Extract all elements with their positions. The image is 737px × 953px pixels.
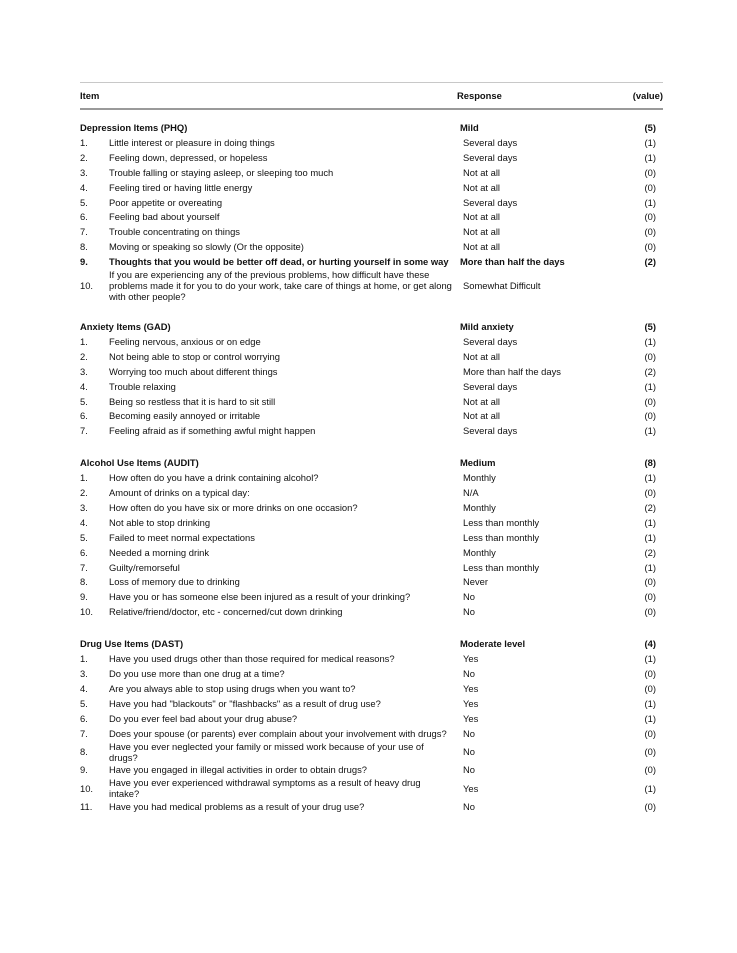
item-response: Never xyxy=(463,576,489,588)
item-question: Have you ever experienced withdrawal symptoms as a result of heavy drug intake? xyxy=(109,777,421,800)
section-result: Mild xyxy=(460,122,479,133)
item-number: 5. xyxy=(80,196,88,208)
item-response: Not at all xyxy=(463,181,500,193)
item-response: Yes xyxy=(463,697,479,709)
item-question: Relative/friend/doctor, etc - concerned/cut down drinking xyxy=(109,606,343,618)
item-number: 11. xyxy=(80,801,93,813)
item-number: 6. xyxy=(80,410,88,422)
item-value: (0) xyxy=(644,166,656,178)
item-number: 5. xyxy=(80,531,88,543)
table-row xyxy=(80,135,663,150)
item-value: (1) xyxy=(644,196,656,208)
item-response: Yes xyxy=(463,682,479,694)
table-row xyxy=(80,515,663,530)
item-question: Moving or speaking so slowly (Or the opposite) xyxy=(109,241,304,253)
item-number: 3. xyxy=(80,667,88,679)
item-number: 7. xyxy=(80,226,88,238)
section-result: Medium xyxy=(460,457,496,469)
item-value: (0) xyxy=(644,226,656,238)
item-number: 2. xyxy=(80,350,88,362)
item-number: 5. xyxy=(80,697,88,709)
item-value: (2) xyxy=(644,501,656,513)
item-question: Feeling tired or having little energy xyxy=(109,181,253,193)
item-value: (1) xyxy=(644,712,656,724)
section-title: Alcohol Use Items (AUDIT) xyxy=(80,457,199,469)
table-row xyxy=(80,574,663,589)
item-question: Feeling down, depressed, or hopeless xyxy=(109,151,268,163)
item-response: Less than monthly xyxy=(463,516,540,528)
item-question: Have you or has someone else been injured as a result of your drinking? xyxy=(109,591,411,603)
item-number: 1. xyxy=(80,335,88,347)
table-row xyxy=(80,470,663,485)
item-response: Yes xyxy=(463,653,479,665)
item-response: No xyxy=(463,727,475,739)
table-row xyxy=(80,589,663,604)
item-number: 8. xyxy=(80,241,88,253)
section xyxy=(80,120,663,302)
item-question: Not able to stop drinking xyxy=(109,516,211,528)
item-question: Does your spouse (or parents) ever complain about your involvement with drugs? xyxy=(109,727,447,739)
item-value: (0) xyxy=(644,350,656,362)
section-title: Anxiety Items (GAD) xyxy=(80,321,171,333)
item-value: (0) xyxy=(644,746,656,757)
item-question: How often do you have six or more drinks on one occasion? xyxy=(109,501,358,513)
table-row xyxy=(80,696,663,711)
section-result: Moderate level xyxy=(460,638,526,650)
table-row xyxy=(80,500,663,515)
item-question: Not being able to stop or control worrying xyxy=(109,350,280,362)
item-number: 2. xyxy=(80,151,88,163)
table-row xyxy=(80,423,663,438)
item-question: Feeling nervous, anxious or on edge xyxy=(109,335,261,347)
item-value: (1) xyxy=(644,516,656,528)
item-value: (0) xyxy=(644,606,656,618)
item-value: (2) xyxy=(644,365,656,377)
item-question: Thoughts that you would be better off dead, or hurting yourself in some way xyxy=(109,256,449,268)
item-value: (1) xyxy=(644,561,656,573)
item-response: Several days xyxy=(463,335,518,347)
item-response: Not at all xyxy=(463,211,500,223)
item-response: Monthly xyxy=(463,472,496,484)
item-question: Have you had "blackouts" or "flashbacks" as a result of drug use? xyxy=(109,697,381,709)
item-number: 2. xyxy=(80,487,88,499)
item-number: 4. xyxy=(80,516,88,528)
section xyxy=(80,636,663,814)
item-question: Worrying too much about different things xyxy=(109,365,278,377)
header-item: Item xyxy=(80,90,100,101)
table-row xyxy=(80,150,663,165)
section-title: Drug Use Items (DAST) xyxy=(80,638,184,650)
item-response: No xyxy=(463,764,475,776)
item-question: Have you had medical problems as a result of your drug use? xyxy=(109,801,365,813)
item-response: Several days xyxy=(463,151,518,163)
section-title: Depression Items (PHQ) xyxy=(80,122,188,133)
table-row xyxy=(80,711,663,726)
item-value: (0) xyxy=(644,410,656,422)
item-question: Are you always able to stop using drugs when you want to? xyxy=(109,682,356,694)
item-question: Feeling afraid as if something awful might happen xyxy=(109,425,316,437)
table-header xyxy=(80,83,663,110)
table-row xyxy=(80,763,663,778)
item-response: Not at all xyxy=(463,166,500,178)
item-value: (1) xyxy=(644,425,656,437)
item-number: 6. xyxy=(80,211,88,223)
item-value: (0) xyxy=(644,682,656,694)
item-value: (2) xyxy=(644,546,656,558)
item-question: Amount of drinks on a typical day: xyxy=(109,487,250,499)
table-row xyxy=(80,180,663,195)
item-value: (2) xyxy=(644,256,656,268)
item-number: 8. xyxy=(80,576,88,588)
section-header xyxy=(80,636,663,651)
item-question: Do you ever feel bad about your drug abuse? xyxy=(109,712,298,724)
item-question: Trouble relaxing xyxy=(109,380,176,392)
section-score: (8) xyxy=(644,457,656,469)
section xyxy=(80,455,663,619)
item-value: (1) xyxy=(644,380,656,392)
item-response: Several days xyxy=(463,196,518,208)
item-question: Needed a morning drink xyxy=(109,546,210,558)
item-value: (0) xyxy=(644,591,656,603)
item-value: (1) xyxy=(644,151,656,163)
section-result: Mild anxiety xyxy=(460,321,514,333)
item-question: Failed to meet normal expectations xyxy=(109,531,255,543)
item-number: 8. xyxy=(80,746,88,757)
item-value: (0) xyxy=(644,487,656,499)
table-row xyxy=(80,254,663,269)
item-response: No xyxy=(463,591,475,603)
item-response: Not at all xyxy=(463,226,500,238)
item-response: Less than monthly xyxy=(463,531,540,543)
item-response: No xyxy=(463,667,475,679)
item-value: (1) xyxy=(644,136,656,148)
item-response: Not at all xyxy=(463,395,500,407)
item-number: 7. xyxy=(80,425,88,437)
header-response: Response xyxy=(457,90,502,101)
item-number: 9. xyxy=(80,256,88,268)
header-value: (value) xyxy=(632,90,663,101)
item-question: Guilty/remorseful xyxy=(109,561,180,573)
item-question: Do you use more than one drug at a time? xyxy=(109,667,285,679)
item-response: No xyxy=(463,746,475,757)
item-response: N/A xyxy=(463,487,479,499)
item-number: 7. xyxy=(80,727,88,739)
table-row xyxy=(80,741,663,763)
section-header xyxy=(80,319,663,334)
item-number: 1. xyxy=(80,653,88,665)
table-row xyxy=(80,777,663,799)
item-response: Monthly xyxy=(463,546,496,558)
item-response: Somewhat Difficult xyxy=(463,280,541,292)
item-number: 3. xyxy=(80,166,88,178)
item-question: Poor appetite or overeating xyxy=(109,196,223,208)
item-question: Have you ever neglected your family or missed work because of your use of drugs? xyxy=(109,740,424,763)
table-row xyxy=(80,530,663,545)
item-number: 5. xyxy=(80,395,88,407)
item-value: (0) xyxy=(644,395,656,407)
table-row xyxy=(80,394,663,409)
table-row xyxy=(80,408,663,423)
table-row xyxy=(80,224,663,239)
table-row xyxy=(80,349,663,364)
item-response: More than half the days xyxy=(463,365,561,377)
item-number: 7. xyxy=(80,561,88,573)
item-value: (0) xyxy=(644,576,656,588)
item-number: 10. xyxy=(80,782,94,794)
table-row xyxy=(80,485,663,500)
sections-container xyxy=(80,120,663,814)
item-number: 6. xyxy=(80,712,88,724)
item-question: Loss of memory due to drinking xyxy=(109,576,240,588)
section-score: (4) xyxy=(644,638,656,650)
table-row xyxy=(80,651,663,666)
section-header xyxy=(80,120,663,135)
item-value: (0) xyxy=(644,727,656,739)
item-number: 10. xyxy=(80,606,94,618)
item-response: Not at all xyxy=(463,350,500,362)
item-value: (0) xyxy=(644,764,656,776)
item-value: (1) xyxy=(644,531,656,543)
item-number: 3. xyxy=(80,365,88,377)
table-row xyxy=(80,269,663,302)
item-number: 4. xyxy=(80,380,88,392)
table-row xyxy=(80,681,663,696)
table-row xyxy=(80,604,663,619)
section-score: (5) xyxy=(644,122,656,133)
item-value: (1) xyxy=(644,653,656,665)
item-number: 9. xyxy=(80,591,88,603)
item-response: No xyxy=(463,801,475,813)
table-row xyxy=(80,560,663,575)
item-value: (0) xyxy=(644,667,656,679)
item-question: How often do you have a drink containing alcohol? xyxy=(109,472,319,484)
assessment-table xyxy=(80,82,663,814)
item-question: Trouble concentrating on things xyxy=(109,226,240,238)
item-question: Feeling bad about yourself xyxy=(109,211,220,223)
item-value: (1) xyxy=(644,335,656,347)
item-number: 1. xyxy=(80,136,88,148)
item-question: Being so restless that it is hard to sit still xyxy=(109,395,276,407)
item-number: 10. xyxy=(80,280,94,292)
table-row xyxy=(80,334,663,349)
section-header xyxy=(80,455,663,470)
item-response: Several days xyxy=(463,380,518,392)
table-row xyxy=(80,545,663,560)
item-value: (0) xyxy=(644,241,656,253)
item-number: 9. xyxy=(80,764,88,776)
item-number: 3. xyxy=(80,501,88,513)
item-value: (1) xyxy=(644,782,656,794)
item-value: (0) xyxy=(644,181,656,193)
item-value: (0) xyxy=(644,801,656,813)
item-number: 6. xyxy=(80,546,88,558)
item-question: Becoming easily annoyed or irritable xyxy=(109,410,261,422)
item-response: Not at all xyxy=(463,241,500,253)
item-value: (0) xyxy=(644,211,656,223)
table-row xyxy=(80,666,663,681)
table-row xyxy=(80,379,663,394)
table-row xyxy=(80,799,663,814)
item-value: (1) xyxy=(644,697,656,709)
section-score: (5) xyxy=(644,321,656,333)
item-number: 4. xyxy=(80,181,88,193)
table-row xyxy=(80,726,663,741)
item-response: Several days xyxy=(463,425,518,437)
item-response: Not at all xyxy=(463,410,500,422)
item-response: No xyxy=(463,606,475,618)
item-value: (1) xyxy=(644,472,656,484)
section xyxy=(80,319,663,438)
item-response: Several days xyxy=(463,136,518,148)
item-response: Yes xyxy=(463,712,479,724)
item-response: Yes xyxy=(463,782,479,794)
item-number: 1. xyxy=(80,472,88,484)
table-row xyxy=(80,364,663,379)
item-question: Trouble falling or staying asleep, or sleeping too much xyxy=(109,166,334,178)
item-response: Less than monthly xyxy=(463,561,540,573)
item-question: If you are experiencing any of the previous problems, how difficult have these problems made it for you to do your work, take care of things at home, or get along with other people? xyxy=(109,269,452,303)
table-row xyxy=(80,209,663,224)
item-question: Little interest or pleasure in doing things xyxy=(109,136,275,148)
item-number: 4. xyxy=(80,682,88,694)
item-question: Have you engaged in illegal activities in order to obtain drugs? xyxy=(109,764,367,776)
table-row xyxy=(80,165,663,180)
table-row xyxy=(80,239,663,254)
table-row xyxy=(80,195,663,210)
item-response: More than half the days xyxy=(460,256,565,268)
item-question: Have you used drugs other than those required for medical reasons? xyxy=(109,653,395,665)
item-response: Monthly xyxy=(463,501,496,513)
